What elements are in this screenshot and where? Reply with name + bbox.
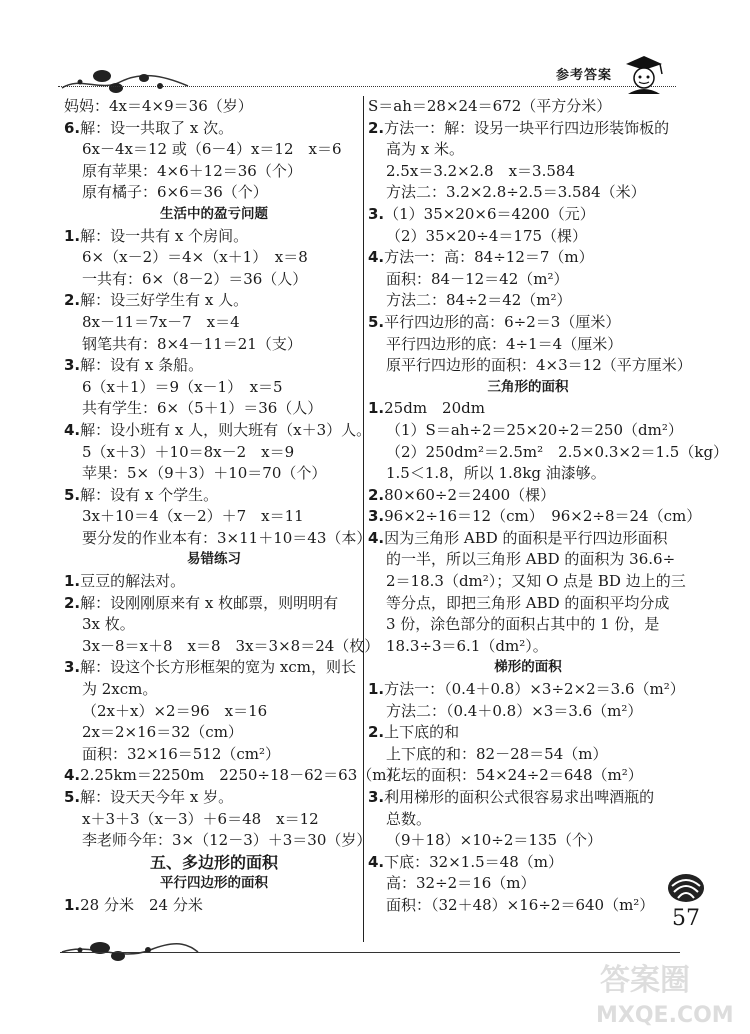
column-divider: [363, 96, 364, 942]
answer-line: [368, 571, 688, 593]
answer-line: [368, 442, 729, 464]
answer-text: 8x－11＝7x－7 x＝4: [82, 312, 240, 331]
answer-text: 解：设一共取了 x 次。: [80, 118, 234, 137]
item-number: 2.: [368, 118, 385, 137]
answer-text: 原平行四边形的面积：4×3＝12（平方厘米）: [386, 356, 692, 375]
item-number: 1.: [64, 895, 81, 914]
answer-item: [368, 679, 688, 701]
answer-text: 方法一：解：设另一块平行四边形装饰板的: [384, 118, 670, 137]
answer-text: 方法一：（0.4＋0.8）×3÷2×2＝3.6（m²）: [384, 680, 685, 699]
item-number: 4.: [64, 766, 81, 785]
answer-line: [368, 701, 688, 723]
answer-item: [64, 226, 364, 248]
answer-text: （2）35×20÷4＝175（棵）: [386, 226, 588, 245]
answer-item: [368, 852, 688, 874]
answer-item: [368, 247, 688, 269]
footer-rule: [60, 952, 680, 953]
item-number: 2.: [64, 593, 81, 612]
answer-line: [64, 809, 364, 831]
item-number: 3.: [64, 356, 81, 375]
answer-text: 总数。: [386, 809, 432, 828]
watermark-text: 答案圈: [600, 963, 690, 998]
answer-item: [64, 355, 364, 377]
answer-line: [64, 377, 364, 399]
answer-text: 原有苹果：4×6＋12＝36（个）: [82, 161, 302, 180]
answer-text: 方法二：3.2×2.8÷2.5＝3.584（米）: [386, 183, 646, 202]
answer-text: 方法二：84÷2＝42（m²）: [386, 291, 572, 310]
answer-line: [64, 442, 364, 464]
answer-text: 共有学生：6×（5＋1）＝36（人）: [82, 399, 323, 418]
answer-line: [368, 226, 688, 248]
answer-text: 一共有：6×（8－2）＝36（人）: [82, 269, 308, 288]
item-number: 3.: [368, 204, 385, 223]
answer-item: [368, 787, 688, 809]
answer-text: 花坛的面积：54×24÷2＝648（m²）: [386, 766, 643, 785]
watermark-logo: [592, 958, 742, 1030]
answer-line: [368, 744, 688, 766]
item-number: 1.: [368, 680, 385, 699]
section-heading: [368, 657, 688, 679]
answer-text: 3 份，涂色部分的面积占其中的 1 份，是: [386, 615, 660, 634]
answer-line: [64, 636, 380, 658]
answer-text: 面积：32×16＝512（cm²）: [82, 744, 281, 763]
answer-item: [368, 506, 702, 528]
answer-text: （9＋18）×10÷2＝135（个）: [386, 831, 603, 850]
answer-text: 面积：84－12＝42（m²）: [386, 269, 569, 288]
item-number: 3.: [368, 507, 385, 526]
answer-text: 钢笔共有：8×4－11＝21（支）: [82, 334, 302, 353]
answer-text: 3x－8＝x＋8 x＝8 3x＝3×8＝24（枚）: [82, 636, 380, 655]
answer-item: [64, 290, 364, 312]
answer-text: （1）35×20×6＝4200（元）: [384, 204, 595, 223]
vine-ornament-icon: [60, 66, 190, 96]
answer-line: [64, 528, 372, 550]
answer-line: [368, 593, 688, 615]
answer-text: 解：设天天今年 x 岁。: [80, 788, 234, 806]
answer-text: 面积：（32＋48）×16÷2＝640（m²）: [386, 895, 655, 914]
answer-text: x＋3＋3（x－3）＋6＝48 x＝12: [82, 809, 319, 828]
answer-line: [368, 873, 688, 895]
answer-text: 96×2÷16＝12（cm） 96×2÷8＝24（cm）: [384, 507, 702, 526]
section-heading: [64, 852, 364, 874]
answer-line: [64, 334, 364, 356]
answer-item: [64, 657, 364, 679]
answer-text: （2）250dm²＝2.5m² 2.5×0.3×2＝1.5（kg）: [386, 442, 729, 461]
item-number: 5.: [368, 312, 385, 331]
answer-text: 要分发的作业本有：3×11＋10＝43（本）: [82, 528, 372, 547]
answer-text: 上下底的和：82－28＝54（m）: [386, 744, 608, 763]
answer-item: [368, 722, 688, 744]
answer-text: 解：设三好学生有 x 人。: [80, 291, 249, 310]
answer-text: 利用梯形的面积公式很容易求出啤酒瓶的: [384, 788, 655, 806]
answer-text: 平行四边形的底：4÷1＝4（厘米）: [386, 334, 623, 353]
answer-text: 5（x＋3）＋10＝8x－2 x＝9: [82, 442, 295, 461]
answer-text: 25dm 20dm: [384, 399, 485, 418]
answer-line: [64, 830, 372, 852]
answer-item: [368, 528, 688, 550]
answer-text: 解：设有 x 个学生。: [80, 485, 219, 504]
answer-line: [64, 96, 364, 118]
answer-text: （1）S＝ah÷2＝25×20÷2＝250（dm²）: [386, 420, 683, 439]
answer-item: [64, 765, 402, 787]
answer-line: [64, 701, 364, 723]
answer-text: 解：设有 x 条船。: [80, 356, 204, 375]
answer-text: 3x 枚。: [82, 615, 135, 634]
answer-text: 方法二：（0.4＋0.8）×3＝3.6（m²）: [386, 701, 643, 720]
answer-line: [64, 161, 364, 183]
answer-line: [64, 182, 364, 204]
answer-line: [368, 636, 688, 658]
page-number: 57: [672, 906, 700, 931]
answer-text: 方法一：高：84÷12＝7（m）: [384, 248, 594, 267]
answer-line: [64, 139, 364, 161]
answer-line: [64, 312, 364, 334]
answer-text: 易错练习: [187, 551, 241, 568]
answer-text: 李老师今年：3×（12－3）＋3＝30（岁）: [82, 831, 372, 850]
item-number: 5.: [64, 788, 81, 806]
answer-item: [64, 118, 364, 140]
answer-line: [64, 506, 364, 528]
watermark-url: MXQE.COM: [596, 1003, 734, 1028]
answer-line: [64, 744, 364, 766]
answer-text: 为 2xcm。: [82, 680, 158, 699]
item-number: 1.: [64, 572, 81, 591]
section-heading: [64, 549, 364, 571]
answer-text: 原有橘子：6×6＝36（个）: [82, 183, 268, 202]
answer-text: 的一半，所以三角形 ABD 的面积为 36.6÷: [386, 550, 676, 569]
left-answer-column: [64, 96, 402, 917]
answer-line: [64, 247, 364, 269]
item-number: 4.: [368, 852, 385, 871]
answer-text: 三角形的面积: [487, 378, 569, 395]
section-heading: [368, 377, 688, 399]
answer-text: 解：设一共有 x 个房间。: [80, 226, 249, 245]
item-number: 2.: [368, 723, 385, 742]
answer-line: [368, 269, 688, 291]
answer-line: [368, 549, 688, 571]
section-heading: [64, 204, 364, 226]
answer-text: 妈妈：4x＝4×9＝36（岁）: [64, 97, 253, 115]
answer-text: 高：32÷2＝16（m）: [386, 874, 536, 893]
answer-item: [64, 787, 364, 809]
answer-line: [368, 290, 688, 312]
answer-text: 6×（x－2）＝4×（x＋1） x＝8: [82, 248, 308, 267]
answer-text: 苹果：5×（9＋3）＋10＝70（个）: [82, 464, 327, 483]
item-number: 2.: [64, 291, 81, 310]
answer-text: 80×60÷2＝2400（棵）: [384, 485, 556, 504]
answer-text: 6x－4x＝12 或（6－4）x＝12 x＝6: [82, 140, 342, 159]
answer-text: 2.25km＝2250m 2250÷18－62＝63（m）: [80, 766, 402, 785]
answer-item: [64, 895, 364, 917]
answer-text: 五、多边形的面积: [149, 852, 278, 872]
answer-item: [64, 593, 364, 615]
answer-text: 梯形的面积: [494, 659, 562, 676]
answer-line: [368, 334, 688, 356]
answer-text: 2x＝2×16＝32（cm）: [82, 723, 243, 742]
answer-line: [368, 895, 688, 917]
answer-text: 6（x＋1）＝9（x－1） x＝5: [82, 377, 283, 396]
answer-text: 2＝18.3（dm²）；又知 O 点是 BD 边上的三: [386, 572, 686, 591]
answer-line: [368, 355, 692, 377]
answer-text: 等分点，即把三角形 ABD 的面积平均分成: [386, 593, 670, 612]
answer-text: 1.5＜1.8，所以 1.8kg 油漆够。: [386, 464, 606, 483]
answer-text: 豆豆的解法对。: [80, 572, 186, 591]
answer-text: 2.5x＝3.2×2.8 x＝3.584: [386, 161, 575, 180]
answer-line: [368, 182, 688, 204]
answer-text: 28 分米 24 分米: [80, 895, 203, 914]
answer-line: [368, 809, 688, 831]
answer-text: 高为 x 米。: [386, 140, 464, 159]
answer-text: 平行四边形的高：6÷2＝3（厘米）: [384, 312, 621, 331]
answer-line: [368, 420, 688, 442]
answer-line: [368, 161, 688, 183]
answer-item: [368, 204, 688, 226]
header-rule: [58, 86, 676, 87]
item-number: 3.: [368, 788, 385, 806]
answer-line: [64, 722, 364, 744]
answer-text: 平行四边形的面积: [160, 875, 268, 892]
answer-text: 3x＋10＝4（x－2）＋7 x＝11: [82, 507, 304, 526]
item-number: 6.: [64, 118, 81, 137]
answer-line: [64, 398, 364, 420]
answer-text: 解：设刚刚原来有 x 枚邮票，则明明有: [80, 593, 339, 612]
item-number: 5.: [64, 485, 81, 504]
answer-item: [64, 420, 372, 442]
answer-item: [368, 118, 688, 140]
item-number: 4.: [368, 528, 385, 547]
answer-text: 18.3÷3＝6.1（dm²）。: [386, 636, 548, 655]
answer-line: [368, 96, 688, 118]
right-answer-column: [368, 96, 729, 917]
answer-text: 上下底的和: [384, 723, 460, 742]
cabbage-ornament-icon: [664, 868, 708, 904]
answer-text: S＝ah＝28×24＝672（平方分米）: [368, 97, 612, 115]
answer-line: [368, 139, 688, 161]
answer-line: [368, 830, 688, 852]
item-number: 3.: [64, 658, 81, 677]
answer-text: 生活中的盈亏问题: [160, 205, 268, 222]
answer-item: [368, 398, 688, 420]
answer-item: [368, 485, 688, 507]
answer-item: [64, 485, 364, 507]
answer-line: [64, 463, 364, 485]
answer-line: [64, 614, 364, 636]
item-number: 4.: [64, 420, 81, 439]
answer-text: （2x＋x）×2＝96 x＝16: [82, 701, 268, 720]
section-heading: [64, 873, 364, 895]
answer-item: [368, 312, 688, 334]
student-mascot-icon: [618, 54, 668, 96]
answer-text: 解：设这个长方形框架的宽为 xcm，则长: [80, 658, 356, 677]
answer-item: [64, 571, 364, 593]
answer-line: [368, 614, 688, 636]
item-number: 1.: [368, 399, 385, 418]
item-number: 4.: [368, 248, 385, 267]
item-number: 2.: [368, 485, 385, 504]
item-number: 1.: [64, 226, 81, 245]
answer-line: [368, 765, 688, 787]
answer-text: 因为三角形 ABD 的面积是平行四边形面积: [384, 528, 668, 547]
answer-text: 下底：32×1.5＝48（m）: [384, 852, 563, 871]
answer-line: [368, 463, 688, 485]
header-title: 参考答案: [556, 68, 613, 83]
answer-text: 解：设小班有 x 人，则大班有（x＋3）人。: [80, 420, 372, 439]
answer-line: [64, 269, 364, 291]
answer-line: [64, 679, 364, 701]
